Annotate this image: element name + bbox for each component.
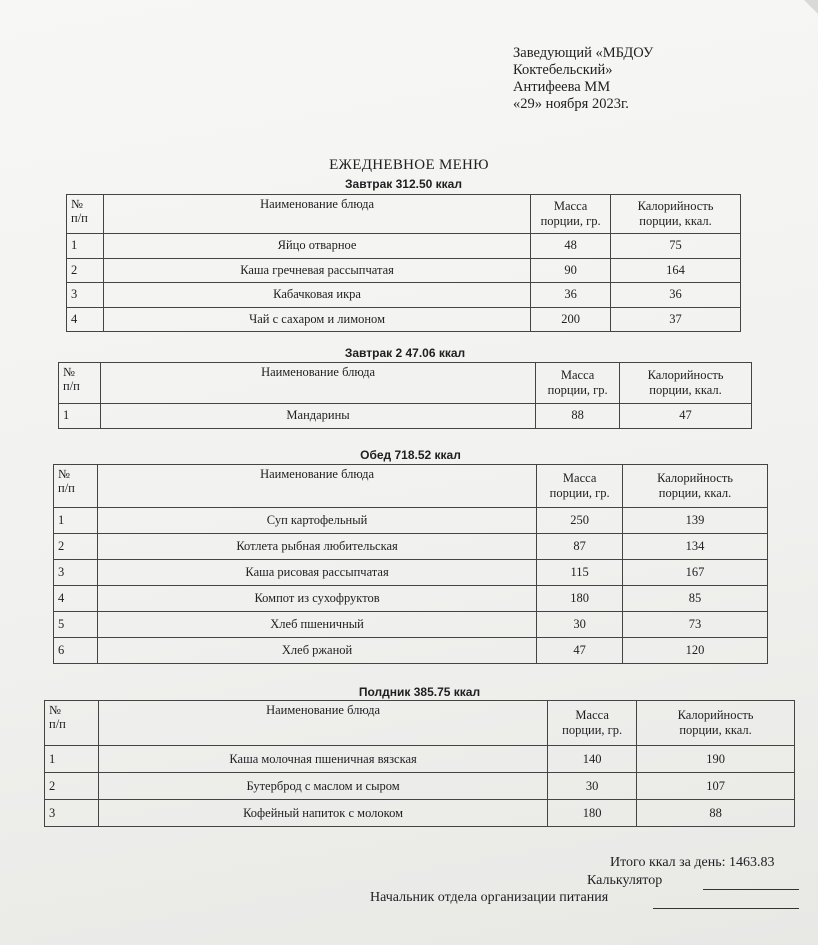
column-header-name: Наименование блюда — [103, 195, 530, 234]
portion-calories: 37 — [611, 307, 741, 332]
row-number: 1 — [59, 404, 101, 429]
header-text: № — [49, 703, 61, 717]
portion-mass: 30 — [537, 612, 623, 638]
dish-name: Компот из сухофруктов — [97, 586, 536, 612]
portion-calories: 107 — [637, 773, 795, 800]
dish-name: Каша молочная пшеничная вязская — [98, 746, 547, 773]
dish-name: Чай с сахаром и лимоном — [103, 307, 530, 332]
section-title: Завтрак 2 47.06 ккал — [344, 346, 466, 360]
menu-table — [53, 464, 768, 664]
portion-mass: 48 — [531, 234, 611, 259]
header-text: № — [71, 197, 83, 211]
menu-table — [44, 700, 795, 827]
table-row — [45, 746, 795, 773]
page-corner — [804, 0, 818, 14]
row-number: 3 — [67, 283, 104, 308]
dish-name: Кофейный напиток с молоком — [98, 800, 547, 827]
daily-total: Итого ккал за день: 1463.83 — [610, 855, 775, 870]
portion-mass: 87 — [537, 534, 623, 560]
dish-name: Бутерброд с маслом и сыром — [98, 773, 547, 800]
table-row — [54, 508, 768, 534]
dish-name: Яйцо отварное — [103, 234, 530, 259]
header-text: порции, ккал. — [649, 383, 722, 397]
portion-calories: 88 — [637, 800, 795, 827]
portion-calories: 47 — [620, 404, 752, 429]
row-number: 4 — [67, 307, 104, 332]
calculator-label: Калькулятор — [587, 873, 663, 888]
portion-calories: 75 — [611, 234, 741, 259]
portion-mass: 30 — [548, 773, 637, 800]
portion-mass: 140 — [548, 746, 637, 773]
table-header-row — [45, 701, 795, 746]
calculator-signature-line — [703, 889, 799, 890]
portion-calories: 167 — [623, 560, 768, 586]
header-text: Масса — [575, 708, 609, 722]
column-header-name: Наименование блюда — [98, 701, 547, 746]
dish-name: Кабачковая икра — [103, 283, 530, 308]
header-text: порции, гр. — [540, 214, 601, 228]
table-row — [54, 560, 768, 586]
row-number: 1 — [54, 508, 98, 534]
header-text: Масса — [562, 471, 597, 485]
row-number: 2 — [67, 258, 104, 283]
row-number: 2 — [54, 534, 98, 560]
header-text: Масса — [553, 199, 588, 213]
approval-line: Антифеева ММ — [513, 79, 611, 95]
table-row — [67, 283, 741, 308]
header-text: Калорийность — [657, 471, 734, 485]
approval-line: Заведующий «МБДОУ — [513, 45, 654, 61]
header-text: порции, ккал. — [639, 214, 712, 228]
table-header-row — [59, 363, 752, 404]
table-header-row — [67, 195, 741, 234]
portion-calories: 190 — [637, 746, 795, 773]
header-text: порции, гр. — [562, 723, 623, 737]
portion-calories: 134 — [623, 534, 768, 560]
column-header-number — [45, 701, 99, 746]
column-header-name: Наименование блюда — [100, 363, 535, 404]
table-row — [54, 638, 768, 664]
table-row — [45, 773, 795, 800]
column-header-calories — [611, 195, 741, 234]
portion-mass: 47 — [537, 638, 623, 664]
document-title: ЕЖЕДНЕВНОЕ МЕНЮ — [329, 157, 489, 173]
row-number: 4 — [54, 586, 98, 612]
portion-mass: 250 — [537, 508, 623, 534]
table-header-row — [54, 465, 768, 508]
column-header-mass — [548, 701, 637, 746]
table-row — [59, 404, 752, 429]
column-header-calories — [623, 465, 768, 508]
section-title: Обед 718.52 ккал — [360, 448, 461, 462]
dish-name: Каша гречневая рассыпчатая — [103, 258, 530, 283]
row-number: 2 — [45, 773, 99, 800]
dish-name: Каша рисовая рассыпчатая — [97, 560, 536, 586]
header-text: Калорийность — [647, 368, 724, 382]
dish-name: Хлеб ржаной — [97, 638, 536, 664]
table-row — [54, 586, 768, 612]
header-text: п/п — [58, 481, 75, 495]
header-text: п/п — [71, 211, 88, 225]
header-text: порции, гр. — [549, 486, 610, 500]
header-text: п/п — [49, 717, 66, 731]
header-text: порции, ккал. — [658, 486, 732, 500]
dish-name: Суп картофельный — [97, 508, 536, 534]
table-row — [67, 258, 741, 283]
row-number: 1 — [45, 746, 99, 773]
table-row — [54, 612, 768, 638]
dish-name: Хлеб пшеничный — [97, 612, 536, 638]
section-title: Полдник 385.75 ккал — [358, 685, 481, 699]
header-text: № — [63, 365, 75, 379]
row-number: 6 — [54, 638, 98, 664]
table-row — [67, 307, 741, 332]
header-text: порции, гр. — [547, 383, 608, 397]
column-header-calories — [620, 363, 752, 404]
column-header-name: Наименование блюда — [97, 465, 536, 508]
portion-calories: 73 — [623, 612, 768, 638]
column-header-number — [67, 195, 104, 234]
portion-mass: 90 — [531, 258, 611, 283]
table-row — [67, 234, 741, 259]
head-signature-line — [653, 908, 799, 909]
row-number: 5 — [54, 612, 98, 638]
portion-mass: 36 — [531, 283, 611, 308]
portion-calories: 36 — [611, 283, 741, 308]
column-header-number — [59, 363, 101, 404]
header-text: п/п — [63, 379, 80, 393]
portion-mass: 115 — [537, 560, 623, 586]
dish-name: Котлета рыбная любительская — [97, 534, 536, 560]
header-text: Калорийность — [637, 199, 714, 213]
dish-name: Мандарины — [100, 404, 535, 429]
table-row — [45, 800, 795, 827]
row-number: 1 — [67, 234, 104, 259]
header-text: порции, ккал. — [679, 723, 752, 737]
column-header-calories — [637, 701, 795, 746]
portion-mass: 180 — [537, 586, 623, 612]
row-number: 3 — [54, 560, 98, 586]
portion-mass: 88 — [536, 404, 620, 429]
header-text: Масса — [560, 368, 595, 382]
column-header-mass — [537, 465, 623, 508]
header-text: Калорийность — [677, 708, 754, 722]
portion-mass: 200 — [531, 307, 611, 332]
menu-table — [66, 194, 741, 332]
table-row — [54, 534, 768, 560]
portion-calories: 139 — [623, 508, 768, 534]
portion-mass: 180 — [548, 800, 637, 827]
head-of-catering-label: Начальник отдела организации питания — [370, 890, 609, 905]
section-title: Завтрак 312.50 ккал — [345, 177, 462, 191]
column-header-mass — [536, 363, 620, 404]
column-header-number — [54, 465, 98, 508]
portion-calories: 120 — [623, 638, 768, 664]
approval-date: «29» ноября 2023г. — [513, 96, 629, 112]
approval-header — [513, 45, 653, 113]
column-header-mass — [531, 195, 611, 234]
menu-table — [58, 362, 752, 429]
row-number: 3 — [45, 800, 99, 827]
header-text: № — [58, 467, 70, 481]
portion-calories: 85 — [623, 586, 768, 612]
portion-calories: 164 — [611, 258, 741, 283]
approval-line: Коктебельский» — [513, 62, 613, 78]
